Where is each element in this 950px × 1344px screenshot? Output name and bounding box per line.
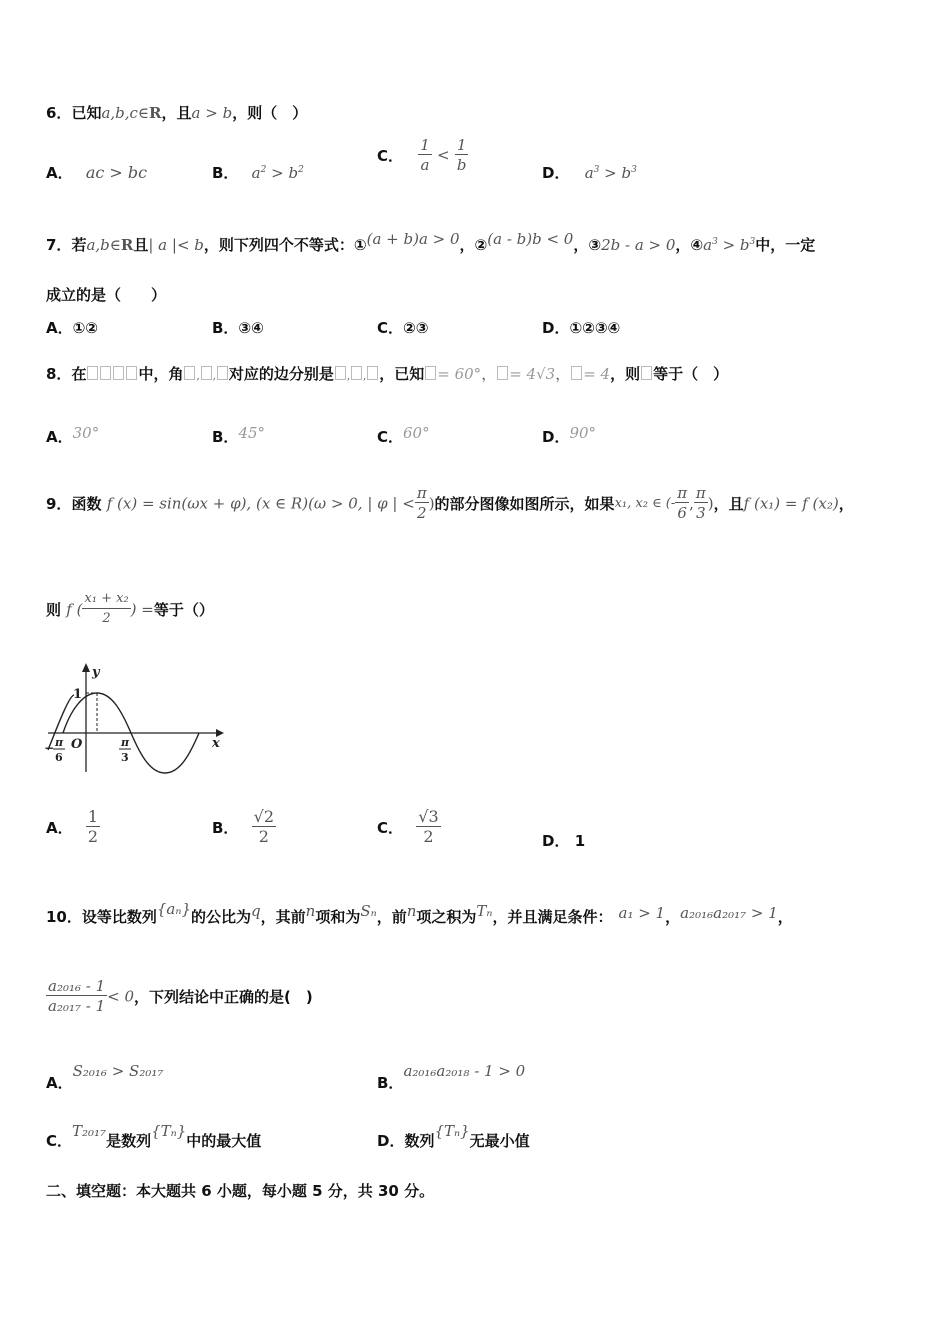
neg-pi6-num: π [55,736,64,749]
q10-stem-line2: $\frac{\text{a₂₀₁₆ - 1}}{\text{a₂₀₁₇ - 1}}$ < 0，下列结论中正确的是( ) [48,977,313,1015]
q7-option-c[interactable]: C．②③ [377,319,429,337]
q9-option-b[interactable]: B． $\frac{√2}{2}$ [212,807,275,846]
q6-stem: 6．已知a,b,c∈R，且a > b，则（ ） [46,104,308,122]
origin-label: O [71,737,83,752]
q10-stem: 10．设等比数列{aₙ}的公比为q，其前n项和为Sₙ，前n项之积为Tₙ，并且满足条件： a₁ > 1，a₂₀₁₆a₂₀₁₇ > 1， [46,900,793,926]
q9-option-c[interactable]: C． $\frac{√3}{2}$ [377,807,439,846]
y-axis-arrow [82,663,90,672]
q6-option-c[interactable]: C． $\frac{1}{a}$ < $\frac{1}{b}$ [377,136,467,174]
q7-stem: 7．若a,b∈R且| a |< b，则下列四个不等式：①(a + b)a > 0，②(a - b)b < 0，③2b - a > 0，$④a^3 > b^3$中，一定 [46,230,816,254]
q10-option-c[interactable]: C．T₂₀₁₇是数列{Tₙ}中的最大值 [46,1122,262,1150]
y-label: y [92,665,100,680]
q10-option-a[interactable]: A．S₂₀₁₆ > S₂₀₁₇ [46,1062,164,1092]
q6-option-a[interactable]: A． ac > bc [46,163,148,182]
q9-option-d[interactable]: D． 1 [542,832,586,850]
q7-option-b[interactable]: B．③④ [212,319,264,337]
q6-option-d[interactable]: D． $a^3 > b^3$ [542,164,637,182]
pi3-num: π [121,736,130,749]
neg-sign: − [44,741,55,755]
q9-stem: 9．函数 f (x) = sin(ωx + φ), (x ∈ R)(ω > 0, | φ | < $\frac{\pi}{2}$ )的部分图像如图所示，如果x₁, x₂ ∈ (- $\frac{\pi}{6}$ , $\frac{\pi}{3}$ )，且f (x₁) = f (x₂)， [46,484,854,522]
q7-option-d[interactable]: D．①②③④ [542,319,621,337]
neg-pi6-den: 6 [55,751,63,764]
q7-option-a[interactable]: A．①② [46,319,99,337]
q8-option-c[interactable]: C．60° [377,424,430,446]
x-label: x [212,736,220,751]
q10-option-b[interactable]: B．a₂₀₁₆a₂₀₁₈ - 1 > 0 [377,1062,526,1092]
one-label: 1 [73,687,83,702]
q8-stem: 8．在 中，角 , , 对应的边分别是 , , ，已知 = 60°， = 4√3， = 4，则 等于（ ） [46,365,729,383]
q9-option-a[interactable]: A． $\frac{1}{2}$ [46,807,99,846]
q7-stem-line2: 成立的是（ ） [46,286,167,304]
q8-option-d[interactable]: D．90° [542,424,597,446]
q10-option-d[interactable]: D．数列{Tₙ}无最小值 [377,1122,530,1150]
q6-number: 6． [46,104,72,122]
pi3-den: 3 [121,751,129,764]
q6-option-b[interactable]: B． $a^2 > b^2$ [212,164,304,182]
q8-option-b[interactable]: B．45° [212,424,266,446]
sine-graph [44,660,229,775]
q8-option-a[interactable]: A．30° [46,424,100,446]
section-heading: 二、填空题：本大题共 6 小题，每小题 5 分，共 30 分。 [46,1182,435,1200]
q9-stem-line2: 则 f ( $\frac{\text{x₁ + x₂}}{2}$ ) =等于（） [46,591,214,626]
